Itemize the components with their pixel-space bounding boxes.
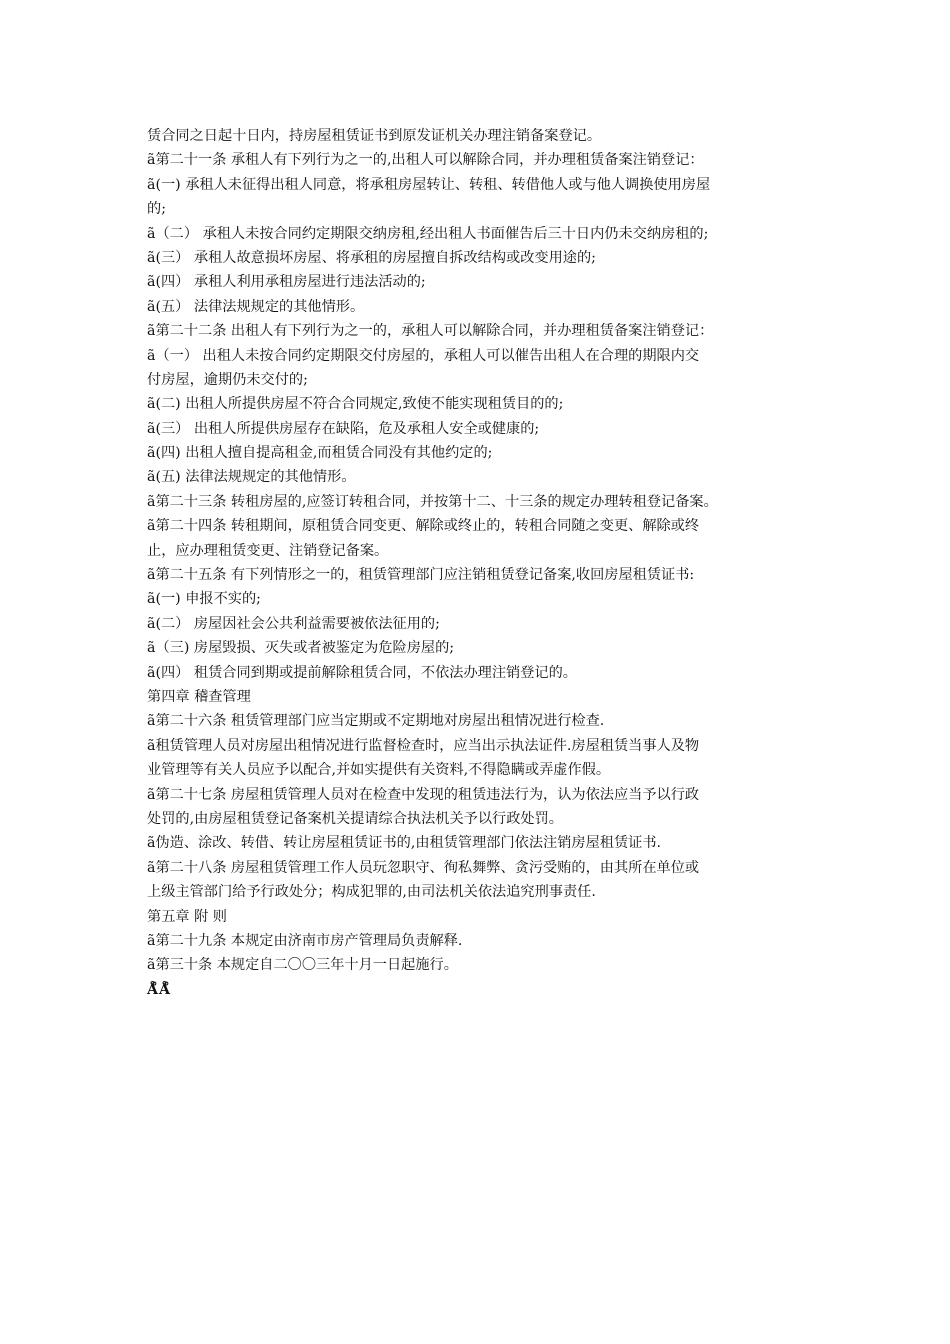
text-line: ã(五） 法律法规规定的其他情形。 — [147, 298, 365, 315]
text-line: ã租赁管理人员对房屋出租情况进行监督检查时，应当出示执法证件.房屋租赁当事人及物 — [147, 737, 700, 754]
text-line: ã伪造、涂改、转借、转让房屋租赁证书的,由租赁管理部门依法注销房屋租赁证书. — [147, 835, 662, 852]
text-line: 付房屋，逾期仍未交付的; — [147, 371, 308, 388]
text-line: ã第二十六条 租赁管理部门应当定期或不定期地对房屋出租情况进行检查. — [147, 713, 605, 730]
text-line: ã(四） 租赁合同到期或提前解除租赁合同，不依法办理注销登记的。 — [147, 664, 577, 681]
text-line: 赁合同之日起十日内，持房屋租赁证书到原发证机关办理注销备案登记。 — [147, 128, 602, 144]
text-line: ã(一) 申报不实的; — [147, 591, 261, 608]
text-line: 业管理等有关人员应予以配合,并如实提供有关资料,不得隐瞒或弄虚作假。 — [147, 762, 611, 779]
chapter-heading: 第四章 稽查管理 — [147, 688, 251, 705]
text-line: ã第二十一条 承租人有下列行为之一的,出租人可以解除合同，并办理租赁备案注销登记： — [147, 152, 704, 169]
text-line: ã(一) 承租人未征得出租人同意，将承租房屋转让、转租、转借他人或与他人调换使用房屋 — [147, 176, 711, 193]
text-line: ã(四) 出租人擅自提高租金,而租赁合同没有其他约定的; — [147, 445, 493, 462]
text-line: ã(三） 承租人故意损坏房屋、将承租的房屋擅自拆改结构或改变用途的; — [147, 249, 596, 266]
text-line: 上级主管部门给予行政处分；构成犯罪的,由司法机关依法追究刑事责任. — [147, 884, 596, 901]
text-line: ã(三） 出租人所提供房屋存在缺陷，危及承租人安全或健康的; — [147, 420, 540, 437]
document-body — [147, 124, 812, 1002]
end-mark: Å̊Å̊ — [147, 981, 172, 998]
text-line: ã（三) 房屋毁损、灭失或者被鉴定为危险房屋的; — [147, 640, 455, 657]
text-line: ã第三十条 本规定自二〇〇三年十月一日起施行。 — [147, 957, 458, 974]
text-line: ã(二) 出租人所提供房屋不符合合同规定,致使不能实现租赁目的的; — [147, 396, 564, 413]
text-line: ã第二十八条 房屋租赁管理工作人员玩忽职守、徇私舞弊、贪污受贿的，由其所在单位或 — [147, 859, 700, 876]
text-line: ã（一） 出租人未按合同约定期限交付房屋的，承租人可以催告出租人在合理的期限内交 — [147, 347, 700, 364]
text-line: ã(二） 房屋因社会公共利益需要被依法征用的; — [147, 615, 440, 632]
text-line: 止，应办理租赁变更、注销登记备案。 — [147, 542, 389, 559]
text-line: ã(五) 法律法规规定的其他情形。 — [147, 469, 356, 486]
text-line: ã（二） 承租人未按合同约定期限交纳房租,经出租人书面催告后三十日内仍未交纳房租的; — [147, 225, 709, 242]
text-line: 的; — [147, 201, 166, 218]
text-line: ã第二十九条 本规定由济南市房产管理局负责解释. — [147, 932, 463, 949]
text-line: ã第二十三条 转租房屋的,应签订转租合同，并按第十二、十三条的规定办理转租登记备案。 — [147, 493, 718, 510]
text-line: 处罚的,由房屋租赁登记备案机关提请综合执法机关予以行政处罚。 — [147, 810, 563, 827]
text-line: ã第二十七条 房屋租赁管理人员对在检查中发现的租赁违法行为，认为依法应当予以行政 — [147, 786, 700, 803]
text-line: ã(四） 承租人利用承租房屋进行违法活动的; — [147, 274, 426, 291]
text-line: ã第二十二条 出租人有下列行为之一的，承租人可以解除合同，并办理租赁备案注销登记： — [147, 323, 714, 340]
text-line: ã第二十五条 有下列情形之一的，租赁管理部门应注销租赁登记备案,收回房屋租赁证书: — [147, 567, 695, 584]
text-line: ã第二十四条 转租期间，原租赁合同变更、解除或终止的，转租合同随之变更、解除或终 — [147, 518, 700, 535]
chapter-heading: 第五章 附 则 — [147, 908, 227, 925]
